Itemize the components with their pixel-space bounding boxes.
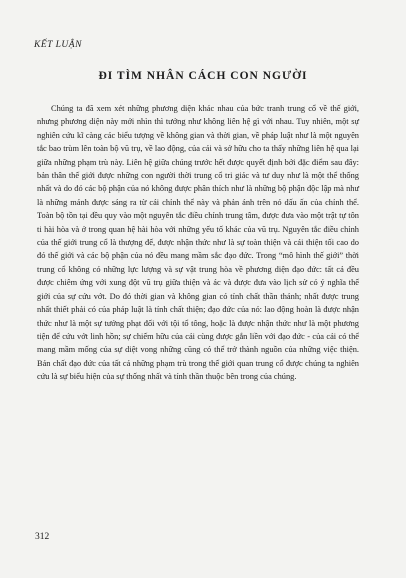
page-number: 312 bbox=[35, 532, 50, 542]
section-label: KẾT LUẬN bbox=[34, 40, 82, 50]
chapter-title: ĐI TÌM NHÂN CÁCH CON NGƯỜI bbox=[98, 70, 308, 82]
body-paragraph: Chúng ta đã xem xét những phương diện khác nhau của bức tranh trung cổ về thế giới, nhưng phương diện này mới nhìn thì tưởng như không liên hệ gì với nhau. Tuy nhiên, một sự nghiên cứu kĩ càng các biểu tượng về không gian và thời gian, về pháp luật như là một nguyên tắc bao trùm lên toàn bộ vũ trụ, về lao động, của cải và sở hữu cho ta thấy những liên hệ qua lại giữa những phạm trù này. Liên hệ giữa chúng trước hết được quyết định bởi đặc điểm sau đây: bản thân thế giới được những con người thời trung cổ tri giác và tư duy như là một thể thống nhất và do đó các bộ phận của nó không được phân thích như là những bộ phận độc lập mà như là những mảnh được sáng ra từ cái chỉnh thể này và phản ánh trên nó dấu ấn của chỉnh thể. Toàn bộ tồn tại đều quy vào một nguyên tắc điều chỉnh trung tâm, được đưa vào một trật tự tôn ti hài hòa và ở trong quan hệ hài hòa với những yếu tố khác của vũ trụ. Nguyên tắc điều chỉnh của thế giới trung cổ là thượng đế, được nhận thức như là sự toàn thiện và cái thiện tối cao do đó thế giới và các bộ phận của nó đều mang mầm sắc đạo đức. Trong “mô hình thế giới” thời trung cổ không có những lực lượng và sự vật trung hòa về phương diện đạo đức: tất cả đều được chiêm ứng với xung đột vũ trụ giữa thiện và ác và được đưa vào lịch sử có ý nghĩa thế giới của sự cứu vớt. Do đó thời gian và không gian có tính chất thần thánh; nhất được trung nhất thiết phải có của pháp luật là tính chất thiện; đạo đức của nó: lao động hoàn là được nhận thức như là một sự tưởng phạt đối với tội tổ tông, hoặc là được nhận thức như là một phương tiện để cứu vớt linh hồn; sự chiếm hữu của cải cùng được gắn liền với đạo đức - của cải có thể mang mầm mống của sự diệt vong những cũng có thể trở thành nguồn của những việc thiện. Bản chất đạo đức của tất cả những phạm trù trong thế giới quan trung cổ được chúng ta nghiên cứu là sự biểu hiện của sự thống nhất và tính thần thuộc bên trong của chúng. bbox=[37, 104, 359, 382]
